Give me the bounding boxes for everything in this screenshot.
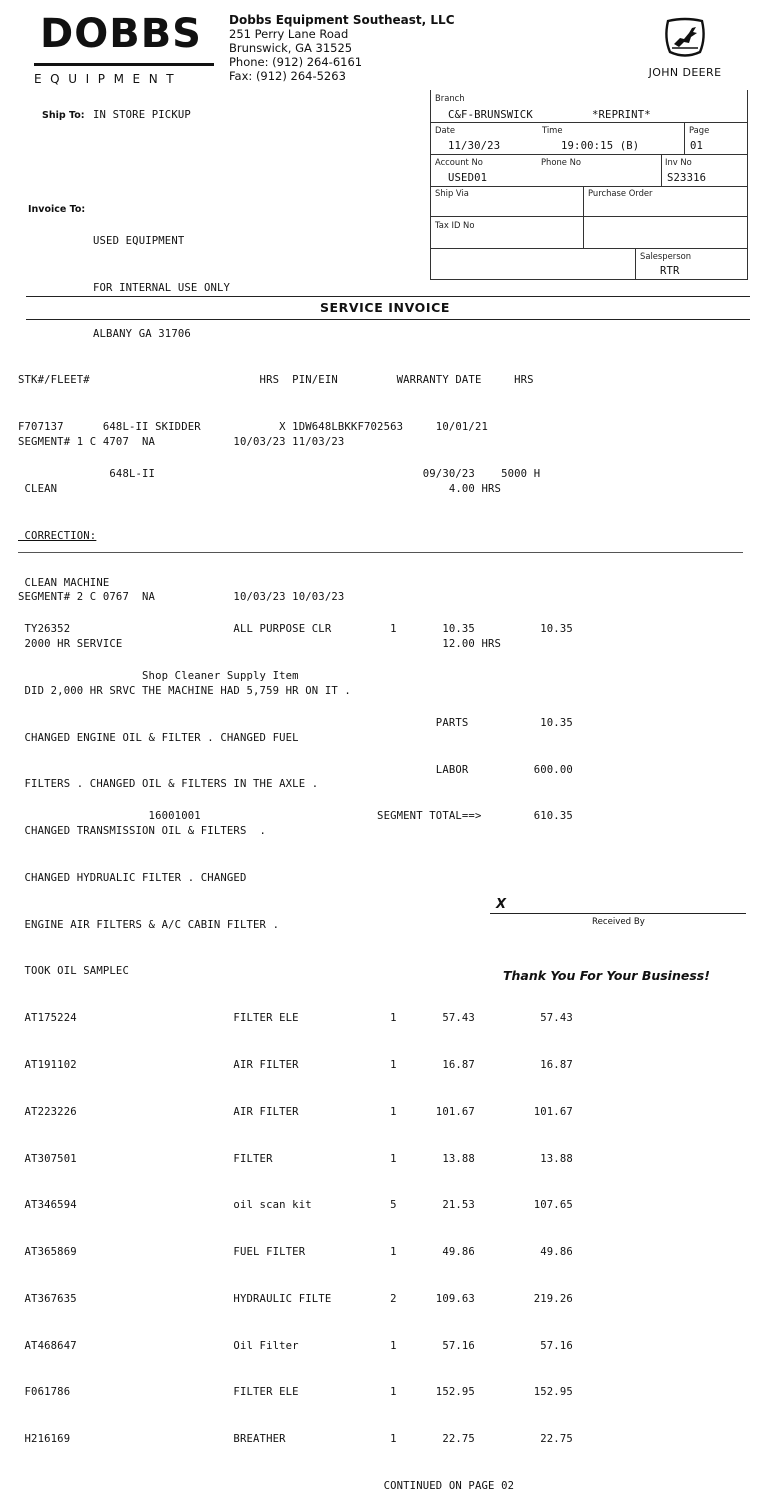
part-row: AT175224 FILTER ELE 1 57.43 57.43 (18, 1012, 573, 1025)
invoice-to-line: USED EQUIPMENT (93, 235, 185, 247)
segment-note: TOOK OIL SAMPLEC (18, 965, 129, 978)
segment-line: SEGMENT# 1 C 4707 NA 10/03/23 11/03/23 (18, 436, 345, 449)
segment-note: CHANGED ENGINE OIL & FILTER . CHANGED FUEL (18, 731, 299, 744)
parts-subtotal: PARTS 10.35 (18, 716, 573, 729)
reprint-flag: *REPRINT* (592, 109, 651, 121)
company-address2: Brunswick, GA 31525 (229, 41, 353, 55)
company-name: Dobbs Equipment Southeast, LLC (229, 13, 455, 27)
invoice-to-line: FOR INTERNAL USE ONLY (93, 281, 231, 294)
unit-header-row: STK#/FLEET# HRS PIN/EIN WARRANTY DATE HRS (18, 374, 534, 387)
account-value: USED01 (448, 172, 488, 184)
time-value: 19:00:15 (B) (561, 140, 640, 152)
part-row: F061786 FILTER ELE 1 152.95 152.95 (18, 1386, 573, 1399)
logo-subtitle: EQUIPMENT (34, 72, 183, 86)
part-row: AT307501 FILTER 1 13.88 13.88 (18, 1152, 573, 1165)
date-value: 11/30/23 (448, 140, 501, 152)
purchase-order-label: Purchase Order (588, 188, 653, 198)
ship-to-value: IN STORE PICKUP (93, 109, 191, 121)
invoice-to-label: Invoice To: (28, 204, 86, 215)
thank-you-message: Thank You For Your Business! (503, 968, 710, 983)
logo-bar (34, 63, 214, 66)
correction-heading: CORRECTION: (18, 529, 97, 542)
company-phone: Phone: (912) 264-6161 (229, 55, 363, 69)
segment-note: CHANGED HYDRUALIC FILTER . CHANGED (18, 871, 247, 884)
invoice-to-line: ALBANY GA 31706 (93, 328, 191, 340)
brand-name: JOHN DEERE (648, 66, 722, 79)
branch-label: Branch (435, 93, 465, 103)
segment-note: CHANGED TRANSMISSION OIL & FILTERS . (18, 825, 267, 838)
segment-total: 16001001 SEGMENT TOTAL==> 610.35 (18, 810, 573, 823)
inv-value: S23316 (667, 172, 707, 184)
company-info (229, 13, 455, 83)
labor-subtotal: LABOR 600.00 (18, 763, 573, 776)
invoice-to-address (93, 203, 230, 358)
segment-2 (18, 559, 573, 1510)
page-label: Page (689, 125, 710, 135)
part-row: H216169 BREATHER 1 22.75 22.75 (18, 1433, 573, 1446)
signature-x-mark: X (496, 897, 507, 912)
segment-line: Shop Cleaner Supply Item (18, 670, 299, 683)
part-row: AT468647 Oil Filter 1 57.16 57.16 (18, 1339, 573, 1352)
dobbs-logo (34, 11, 214, 86)
page-value: 01 (690, 140, 704, 152)
company-fax: Fax: (912) 264-5263 (229, 69, 346, 83)
part-row: TY26352 ALL PURPOSE CLR 1 10.35 10.35 (18, 623, 573, 636)
segment-note: DID 2,000 HR SRVC THE MACHINE HAD 5,759 HR ON IT . (18, 684, 351, 697)
phone-label: Phone No (541, 157, 581, 167)
part-row: AT346594 oil scan kit 5 21.53 107.65 (18, 1199, 573, 1212)
segment-divider (18, 552, 743, 553)
part-row: AT365869 FUEL FILTER 1 49.86 49.86 (18, 1246, 573, 1259)
segment-note: ENGINE AIR FILTERS & A/C CABIN FILTER . (18, 918, 280, 931)
inv-label: Inv No (665, 157, 692, 167)
branch-value: C&F-BRUNSWICK (448, 109, 533, 121)
segment-line: SEGMENT# 2 C 0767 NA 10/03/23 10/03/23 (18, 591, 345, 604)
invoice-header-grid (430, 90, 748, 280)
ship-to-label: Ship To: (42, 110, 85, 121)
part-row: AT223226 AIR FILTER 1 101.67 101.67 (18, 1105, 573, 1118)
logo-word: DOBBS (40, 11, 202, 57)
title-rule-top (26, 296, 750, 297)
deer-icon (662, 18, 708, 58)
john-deere-logo (640, 18, 730, 84)
document-title: SERVICE INVOICE (319, 300, 451, 315)
tax-id-label: Tax ID No (435, 220, 475, 230)
company-address1: 251 Perry Lane Road (229, 27, 349, 41)
unit-row: F707137 648L-II SKIDDER X 1DW648LBKKF702563 10/01/21 (18, 420, 489, 433)
account-label: Account No (435, 157, 483, 167)
salesperson-label: Salesperson (640, 251, 691, 261)
part-row: AT367635 HYDRAULIC FILTE 2 109.63 219.26 (18, 1292, 573, 1305)
continued-note: CONTINUED ON PAGE 02 (18, 1480, 515, 1493)
unit-row: 648L-II 09/30/23 5000 H (18, 467, 541, 480)
received-by-label: Received By (592, 917, 645, 927)
segment-line: CLEAN MACHINE (18, 576, 110, 589)
time-label: Time (542, 125, 563, 135)
signature-line (490, 913, 746, 914)
segment-line: CLEAN 4.00 HRS (18, 482, 502, 495)
date-label: Date (435, 125, 456, 135)
segment-line: 2000 HR SERVICE 12.00 HRS (18, 637, 502, 650)
title-rule-bottom (26, 319, 750, 320)
ship-via-label: Ship Via (435, 188, 469, 198)
part-row: AT191102 AIR FILTER 1 16.87 16.87 (18, 1059, 573, 1071)
segment-note: FILTERS . CHANGED OIL & FILTERS IN THE AXLE . (18, 778, 319, 791)
salesperson-value: RTR (660, 265, 680, 277)
